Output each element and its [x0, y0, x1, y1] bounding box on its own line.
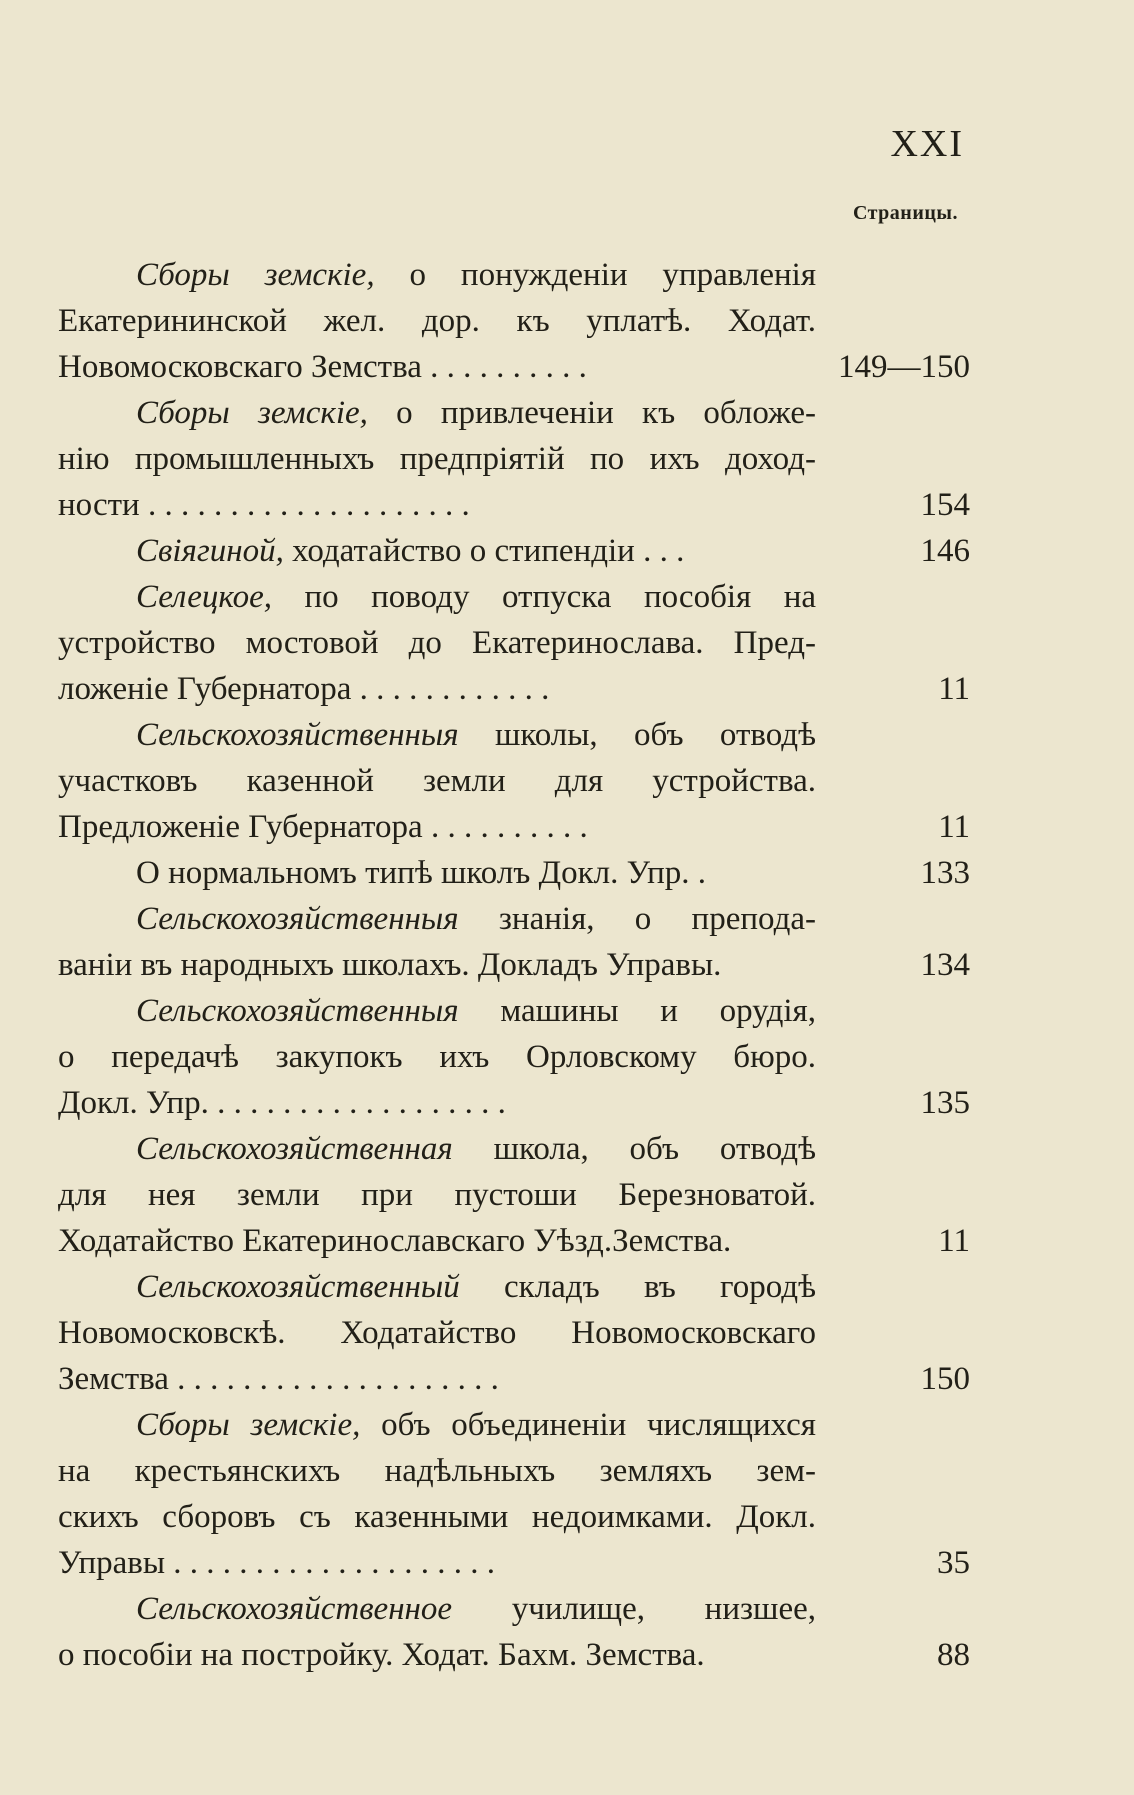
entry-description: машины и орудiя,	[458, 993, 816, 1029]
entry-keyword: Свiягиной,	[136, 533, 284, 569]
entry-keyword: Селецкое,	[136, 579, 272, 615]
entry-line	[58, 804, 970, 850]
entry-keyword: Сельскохозяйственныя	[136, 901, 459, 937]
entry-line	[58, 252, 970, 298]
entry-line	[58, 712, 970, 758]
entry-text	[58, 850, 816, 896]
entry-text	[58, 620, 816, 666]
entry-description: Екатерининской жел. дор. къ уплатѣ. Ходат.	[58, 303, 816, 339]
entry-description: на крестьянскихъ надѣльныхъ земляхъ зем-	[58, 1453, 816, 1489]
entry-text	[58, 712, 816, 758]
entry-text	[58, 574, 816, 620]
entry-description: Новомосковскѣ. Ходатайство Новомосковскаго	[58, 1315, 816, 1351]
entry-line	[58, 942, 970, 988]
entry-description: ности . . . . . . . . . . . . . . . . . . . .	[58, 487, 470, 523]
index-entry	[58, 712, 970, 850]
entry-text	[58, 344, 816, 390]
index-entry	[58, 574, 970, 712]
entry-line	[58, 1586, 970, 1632]
entry-description: по поводу отпуска пособiя на	[272, 579, 816, 615]
entry-description: о передачѣ закупокъ ихъ Орловскому бюро.	[58, 1039, 816, 1075]
entry-line	[58, 1264, 970, 1310]
entry-description: складъ въ городѣ	[459, 1269, 816, 1305]
entry-text	[58, 1632, 816, 1678]
entry-keyword: Сборы земскiе,	[136, 257, 375, 293]
entry-keyword: Сельскохозяйственный	[136, 1269, 460, 1305]
entry-text	[58, 482, 816, 528]
entry-description: О нормальномъ типѣ школъ Докл. Упр. .	[136, 855, 706, 891]
entry-text	[58, 436, 816, 482]
entry-description: Новомосковскаго Земства . . . . . . . . . .	[58, 349, 587, 385]
entry-description: для нея земли при пустоши Березноватой.	[58, 1177, 816, 1213]
entry-description: нiю промышленныхъ предпрiятiй по ихъ доход-	[58, 441, 816, 477]
entry-description: знанiя, о препода-	[458, 901, 816, 937]
entry-line	[58, 436, 970, 482]
entry-line	[58, 758, 970, 804]
entry-description: Земства . . . . . . . . . . . . . . . . . . . .	[58, 1361, 499, 1397]
entry-keyword: Сельскохозяйственная	[136, 1131, 453, 1167]
entry-description: ходатайство о стипендiи . . .	[283, 533, 685, 569]
entry-line	[58, 1218, 970, 1264]
index-entry	[58, 850, 970, 896]
entry-text	[58, 1080, 816, 1126]
entry-line	[58, 344, 970, 390]
entry-line	[58, 1310, 970, 1356]
index-entry	[58, 1402, 970, 1586]
entry-text	[58, 1172, 816, 1218]
entry-keyword: Сборы земскiе,	[136, 395, 368, 431]
entry-page-ref: 154	[920, 487, 970, 523]
entry-line	[58, 1540, 970, 1586]
index-entries	[58, 252, 970, 1678]
entry-text	[58, 1494, 816, 1540]
entry-text	[58, 1540, 816, 1586]
entry-line	[58, 390, 970, 436]
index-entry	[58, 1126, 970, 1264]
entry-description: школа, объ отводѣ	[452, 1131, 816, 1167]
entry-line	[58, 1034, 970, 1080]
entry-page-ref: 11	[938, 671, 970, 707]
entry-text	[58, 1448, 816, 1494]
page-number: XXI	[890, 123, 964, 165]
entry-line	[58, 1494, 970, 1540]
entry-description: школы, объ отводѣ	[458, 717, 816, 753]
entry-line	[58, 1632, 970, 1678]
entry-text	[58, 298, 816, 344]
entry-text	[58, 988, 816, 1034]
entry-description: объ объединенiи числящихся	[360, 1407, 816, 1443]
entry-keyword: Сельскохозяйственное	[136, 1591, 453, 1627]
entry-text	[58, 1310, 816, 1356]
entry-line	[58, 482, 970, 528]
index-entry	[58, 896, 970, 988]
entry-text	[58, 896, 816, 942]
entry-page-ref: 88	[937, 1637, 970, 1673]
entry-text	[58, 942, 816, 988]
entry-line	[58, 574, 970, 620]
entry-keyword: Сельскохозяйственныя	[136, 717, 459, 753]
entry-line	[58, 298, 970, 344]
entry-line	[58, 1448, 970, 1494]
index-entry	[58, 988, 970, 1126]
index-entry	[58, 528, 970, 574]
entry-keyword: Сельскохозяйственныя	[136, 993, 459, 1029]
index-entry	[58, 390, 970, 528]
entry-line	[58, 620, 970, 666]
entry-text	[58, 1264, 816, 1310]
entry-description: скихъ сборовъ съ казенными недоимками. Докл.	[58, 1499, 816, 1535]
entry-description: Докл. Упр. . . . . . . . . . . . . . . . . . .	[58, 1085, 506, 1121]
entry-page-ref: 133	[920, 855, 970, 891]
entry-line	[58, 1172, 970, 1218]
entry-description: Предложенiе Губернатора . . . . . . . . . .	[58, 809, 588, 845]
entry-line	[58, 1126, 970, 1172]
index-entry	[58, 1586, 970, 1678]
entry-line	[58, 666, 970, 712]
entry-line	[58, 1356, 970, 1402]
entry-page-ref: 149—150	[838, 349, 970, 385]
entry-page-ref: 11	[938, 809, 970, 845]
entry-text	[58, 390, 816, 436]
entry-page-ref: 11	[938, 1223, 970, 1259]
entry-text	[58, 804, 816, 850]
entry-text	[58, 1218, 816, 1264]
entry-line	[58, 1080, 970, 1126]
entry-description: училище, низшее,	[452, 1591, 816, 1627]
entry-page-ref: 135	[920, 1085, 970, 1121]
entry-page-ref: 150	[920, 1361, 970, 1397]
entry-text	[58, 528, 816, 574]
entry-description: о пособiи на постройку. Ходат. Бахм. Земства.	[58, 1637, 705, 1673]
index-entry	[58, 1264, 970, 1402]
entry-description: Управы . . . . . . . . . . . . . . . . . . . .	[58, 1545, 496, 1581]
entry-description: устройство мостовой до Екатеринослава. Пред-	[58, 625, 816, 661]
entry-page-ref: 146	[920, 533, 970, 569]
entry-text	[58, 1356, 816, 1402]
entry-description: ложенiе Губернатора . . . . . . . . . . . .	[58, 671, 550, 707]
entry-text	[58, 1402, 816, 1448]
entry-text	[58, 1586, 816, 1632]
entry-description: ванiи въ народныхъ школахъ. Докладъ Управы.	[58, 947, 722, 983]
entry-line	[58, 528, 970, 574]
entry-page-ref: 35	[937, 1545, 970, 1581]
entry-line	[58, 896, 970, 942]
entry-line	[58, 850, 970, 896]
entry-text	[58, 252, 816, 298]
entry-line	[58, 988, 970, 1034]
entry-description: Ходатайство Екатеринославскаго Уѣзд.Земства.	[58, 1223, 732, 1259]
entry-keyword: Сборы земскiе,	[136, 1407, 361, 1443]
index-entry	[58, 252, 970, 390]
entry-description: участковъ казенной земли для устройства.	[58, 763, 816, 799]
entry-line	[58, 1402, 970, 1448]
entry-description: о привлеченiи къ обложе-	[367, 395, 816, 431]
entry-page-ref: 134	[920, 947, 970, 983]
entry-text	[58, 1034, 816, 1080]
pages-column-heading: Страницы.	[852, 202, 958, 224]
entry-text	[58, 758, 816, 804]
entry-description: о понужденiи управленiя	[374, 257, 817, 293]
entry-text	[58, 1126, 816, 1172]
entry-text	[58, 666, 816, 712]
